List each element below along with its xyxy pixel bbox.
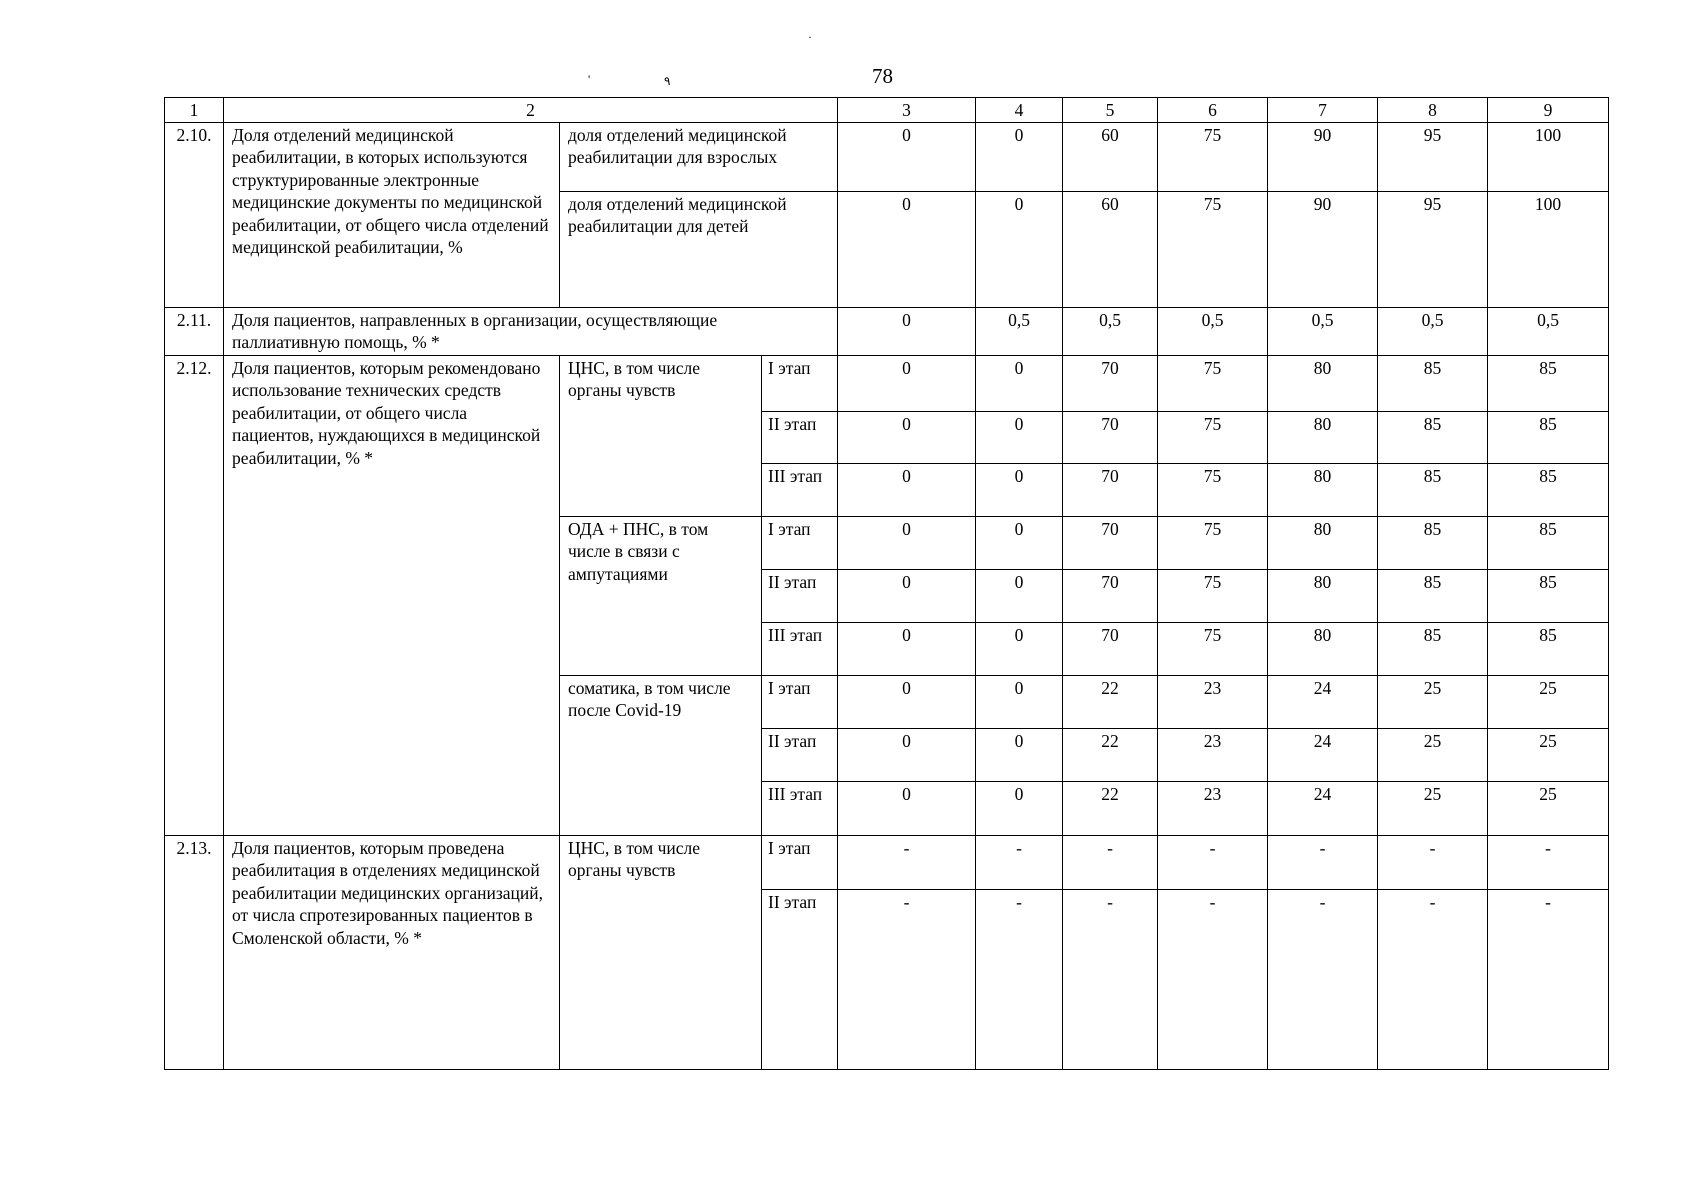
header-cell: 1 xyxy=(165,98,224,123)
value-cell: 0 xyxy=(976,517,1063,570)
value-cell: 90 xyxy=(1268,192,1378,308)
value-cell: - xyxy=(1158,890,1268,1070)
value-cell: 90 xyxy=(1268,123,1378,192)
value-cell: 0 xyxy=(976,676,1063,729)
value-cell: 85 xyxy=(1488,356,1609,412)
value-cell: 80 xyxy=(1268,570,1378,623)
value-cell: 0 xyxy=(976,356,1063,412)
value-cell: - xyxy=(1063,836,1158,890)
stage-label: II этап xyxy=(762,729,838,782)
value-cell: 85 xyxy=(1488,570,1609,623)
value-cell: 70 xyxy=(1063,623,1158,676)
row-number: 2.13. xyxy=(165,836,224,1070)
value-cell: 25 xyxy=(1488,676,1609,729)
value-cell: 0 xyxy=(838,570,976,623)
stage-label: III этап xyxy=(762,782,838,836)
value-cell: 24 xyxy=(1268,676,1378,729)
header-row xyxy=(165,98,1609,123)
table-row xyxy=(165,123,1609,192)
value-cell: 0 xyxy=(976,782,1063,836)
value-cell: 0,5 xyxy=(1488,308,1609,356)
value-cell: 85 xyxy=(1488,623,1609,676)
stage-label: I этап xyxy=(762,517,838,570)
value-cell: 85 xyxy=(1378,623,1488,676)
value-cell: - xyxy=(1378,890,1488,1070)
header-cell: 4 xyxy=(976,98,1063,123)
value-cell: 25 xyxy=(1488,782,1609,836)
value-cell: 22 xyxy=(1063,782,1158,836)
value-cell: 0 xyxy=(976,623,1063,676)
stage-label: III этап xyxy=(762,464,838,517)
stage-label: II этап xyxy=(762,412,838,464)
group-label: ЦНС, в том числе органы чувств xyxy=(560,836,762,1070)
value-cell: 85 xyxy=(1488,412,1609,464)
value-cell: - xyxy=(1268,890,1378,1070)
stage-label: I этап xyxy=(762,836,838,890)
value-cell: 95 xyxy=(1378,123,1488,192)
group-label: ЦНС, в том числе органы чувств xyxy=(560,356,762,517)
value-cell: 85 xyxy=(1488,464,1609,517)
value-cell: 25 xyxy=(1378,782,1488,836)
value-cell: 0 xyxy=(838,123,976,192)
value-cell: 75 xyxy=(1158,570,1268,623)
sub-indicator: доля отделений медицинской реабилитации для взрослых xyxy=(560,123,838,192)
stage-label: II этап xyxy=(762,570,838,623)
value-cell: 0 xyxy=(976,192,1063,308)
value-cell: - xyxy=(1268,836,1378,890)
value-cell: 85 xyxy=(1378,412,1488,464)
value-cell: 22 xyxy=(1063,729,1158,782)
value-cell: 75 xyxy=(1158,623,1268,676)
value-cell: 70 xyxy=(1063,464,1158,517)
value-cell: 0 xyxy=(838,412,976,464)
indicator-name: Доля пациентов, которым рекомендовано использование технических средств реабилитации, от общего числа пациентов, нуждающихся в медицинской реабилитации, % * xyxy=(224,356,560,836)
stage-label: II этап xyxy=(762,890,838,1070)
value-cell: 75 xyxy=(1158,464,1268,517)
stage-label: I этап xyxy=(762,676,838,729)
indicators-table xyxy=(164,97,1609,1070)
scan-mark: ' xyxy=(588,72,591,86)
value-cell: 0 xyxy=(838,782,976,836)
value-cell: 22 xyxy=(1063,676,1158,729)
value-cell: 70 xyxy=(1063,412,1158,464)
value-cell: 0 xyxy=(838,356,976,412)
table-row xyxy=(165,356,1609,412)
value-cell: 25 xyxy=(1378,729,1488,782)
value-cell: 0 xyxy=(976,570,1063,623)
value-cell: 80 xyxy=(1268,412,1378,464)
indicator-name: Доля отделений медицинской реабилитации, в которых используются структурированные электронные медицинские документы по медицинской реабилитации, от общего числа отделений медицинской реабилитации, % xyxy=(224,123,560,308)
row-number: 2.11. xyxy=(165,308,224,356)
table-row xyxy=(165,308,1609,356)
page-number: 78 xyxy=(872,64,893,88)
value-cell: 0,5 xyxy=(1063,308,1158,356)
header-cell: 5 xyxy=(1063,98,1158,123)
value-cell: 60 xyxy=(1063,192,1158,308)
value-cell: 100 xyxy=(1488,192,1609,308)
header-cell: 7 xyxy=(1268,98,1378,123)
value-cell: - xyxy=(1158,836,1268,890)
value-cell: 24 xyxy=(1268,782,1378,836)
value-cell: 0,5 xyxy=(1268,308,1378,356)
value-cell: 80 xyxy=(1268,623,1378,676)
value-cell: 75 xyxy=(1158,412,1268,464)
value-cell: 0 xyxy=(838,623,976,676)
indicator-name: Доля пациентов, которым проведена реабилитация в отделениях медицинской реабилитации медицинских организаций, от числа спротезированных пациентов в Смоленской области, % * xyxy=(224,836,560,1070)
sub-indicator: доля отделений медицинской реабилитации для детей xyxy=(560,192,838,308)
value-cell: 75 xyxy=(1158,517,1268,570)
value-cell: 0,5 xyxy=(1378,308,1488,356)
value-cell: 25 xyxy=(1378,676,1488,729)
value-cell: 0 xyxy=(838,729,976,782)
value-cell: 95 xyxy=(1378,192,1488,308)
table-row xyxy=(165,836,1609,890)
indicator-name: Доля пациентов, направленных в организации, осуществляющие паллиативную помощь, % * xyxy=(224,308,838,356)
value-cell: - xyxy=(838,836,976,890)
value-cell: 85 xyxy=(1378,356,1488,412)
header-cell: 8 xyxy=(1378,98,1488,123)
value-cell: 0 xyxy=(838,676,976,729)
value-cell: - xyxy=(976,890,1063,1070)
value-cell: 0 xyxy=(838,517,976,570)
value-cell: - xyxy=(838,890,976,1070)
value-cell: - xyxy=(1488,890,1609,1070)
stage-label: III этап xyxy=(762,623,838,676)
value-cell: 80 xyxy=(1268,356,1378,412)
header-cell: 2 xyxy=(224,98,838,123)
value-cell: - xyxy=(1378,836,1488,890)
stage-label: I этап xyxy=(762,356,838,412)
group-label: ОДА + ПНС, в том числе в связи с ампутациями xyxy=(560,517,762,676)
value-cell: 25 xyxy=(1488,729,1609,782)
value-cell: 85 xyxy=(1378,464,1488,517)
value-cell: 70 xyxy=(1063,517,1158,570)
value-cell: 0 xyxy=(838,192,976,308)
value-cell: 23 xyxy=(1158,729,1268,782)
value-cell: 0 xyxy=(976,412,1063,464)
value-cell: - xyxy=(1488,836,1609,890)
header-cell: 3 xyxy=(838,98,976,123)
value-cell: 80 xyxy=(1268,517,1378,570)
header-cell: 9 xyxy=(1488,98,1609,123)
value-cell: 0 xyxy=(976,123,1063,192)
value-cell: 0 xyxy=(976,464,1063,517)
value-cell: 0 xyxy=(838,464,976,517)
row-number: 2.10. xyxy=(165,123,224,308)
scan-mark: · xyxy=(808,30,812,44)
value-cell: 60 xyxy=(1063,123,1158,192)
value-cell: 70 xyxy=(1063,570,1158,623)
value-cell: 100 xyxy=(1488,123,1609,192)
scan-mark: ٩ xyxy=(664,74,671,88)
value-cell: 75 xyxy=(1158,192,1268,308)
value-cell: 24 xyxy=(1268,729,1378,782)
value-cell: 80 xyxy=(1268,464,1378,517)
value-cell: 23 xyxy=(1158,676,1268,729)
row-number: 2.12. xyxy=(165,356,224,836)
header-cell: 6 xyxy=(1158,98,1268,123)
value-cell: 23 xyxy=(1158,782,1268,836)
value-cell: 0,5 xyxy=(1158,308,1268,356)
value-cell: 75 xyxy=(1158,356,1268,412)
value-cell: 85 xyxy=(1378,517,1488,570)
value-cell: 85 xyxy=(1488,517,1609,570)
value-cell: 0 xyxy=(976,729,1063,782)
value-cell: 0,5 xyxy=(976,308,1063,356)
value-cell: - xyxy=(1063,890,1158,1070)
group-label: соматика, в том числе после Covid-19 xyxy=(560,676,762,836)
value-cell: 70 xyxy=(1063,356,1158,412)
value-cell: 85 xyxy=(1378,570,1488,623)
value-cell: 0 xyxy=(838,308,976,356)
value-cell: 75 xyxy=(1158,123,1268,192)
value-cell: - xyxy=(976,836,1063,890)
